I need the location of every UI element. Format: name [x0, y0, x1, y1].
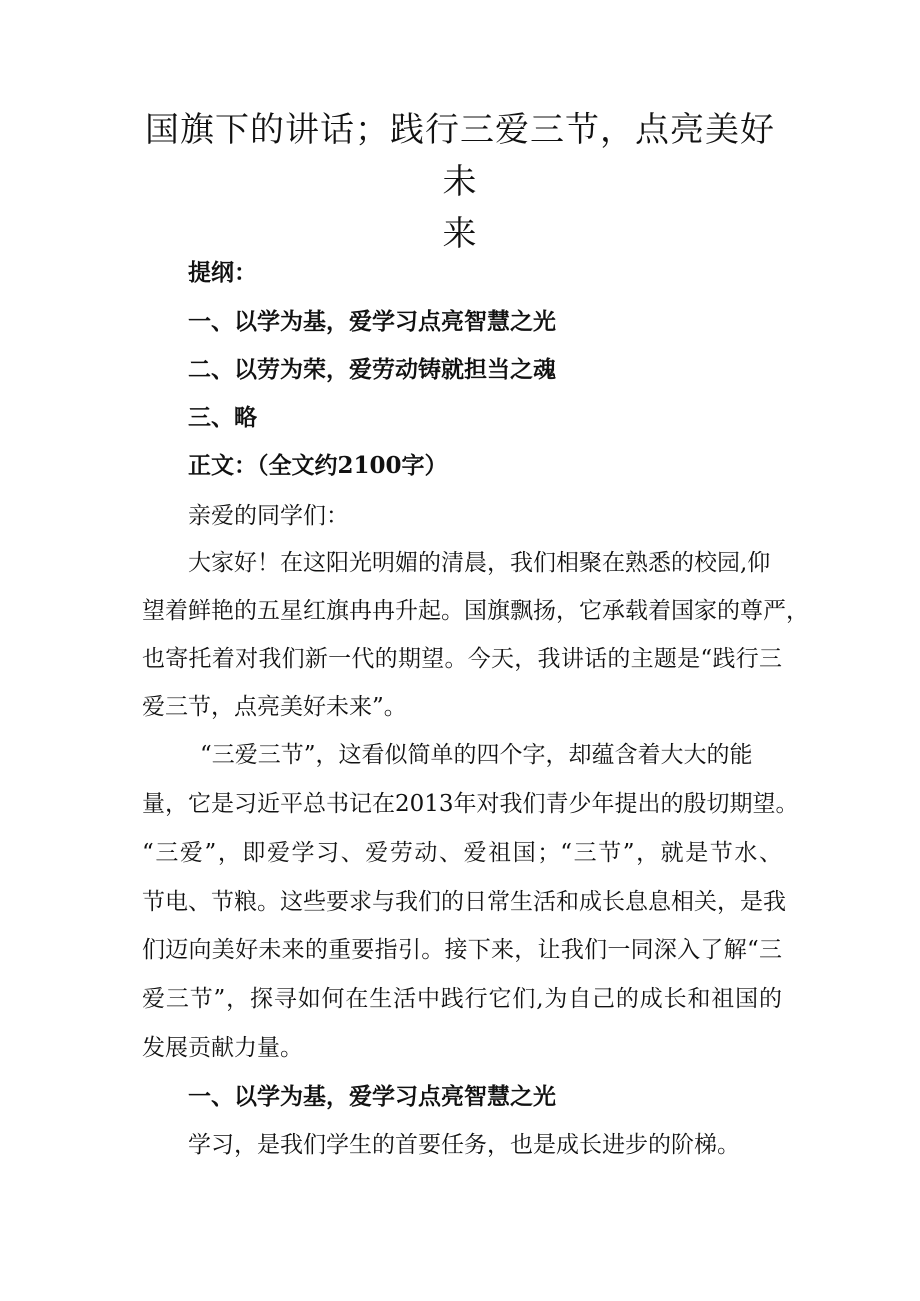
document-title [140, 104, 780, 260]
p2-line-5: 们迈向美好未来的重要指引。接下来，让我们一同深入了解“三 [142, 937, 782, 963]
p2-line-2: 量，它是习近平总书记在2013年对我们青少年提出的殷切期望。 [142, 791, 799, 817]
outline-item-1: 一、以学为基，爱学习点亮智慧之光 [188, 308, 556, 335]
outline-item-2: 二、以劳为荣，爱劳动铸就担当之魂 [188, 356, 556, 383]
p2-line-1: “三爱三节”，这看似简单的四个字，却蕴含着大大的能 [200, 742, 753, 768]
section-1-heading: 一、以学为基，爱学习点亮智慧之光 [188, 1083, 556, 1110]
p1-line-4: 爱三节，点亮美好未来”。 [142, 694, 407, 720]
body-label: 正文：（全文约2100字） [188, 452, 448, 479]
p2-line-6: 爱三节”，探寻如何在生活中践行它们,为自己的成长和祖国的 [142, 986, 782, 1012]
p1-line-3: 也寄托着对我们新一代的期望。今天，我讲话的主题是“践行三 [142, 646, 782, 672]
p2-line-4: 节电、节粮。这些要求与我们的日常生活和成长息息相关，是我 [142, 889, 786, 915]
p2-line-7: 发展贡献力量。 [142, 1035, 303, 1061]
outline-label: 提纲： [188, 259, 257, 286]
greeting: 亲爱的同学们： [188, 503, 349, 529]
p2-line-3: “三爱”，即爱学习、爱劳动、爱祖国；“三节”，就是节水、 [142, 840, 782, 866]
p1-line-2: 望着鲜艳的五星红旗冉冉升起。国旗飘扬，它承载着国家的尊严， [142, 598, 809, 624]
title-line-1: 国旗下的讲话；践行三爱三节，点亮美好未 [145, 110, 775, 202]
title-line-2: 来 [442, 214, 478, 254]
p1-line-1: 大家好！在这阳光明媚的清晨，我们相聚在熟悉的校园,仰 [188, 550, 771, 576]
section-1-paragraph: 学习，是我们学生的首要任务，也是成长进步的阶梯。 [188, 1132, 740, 1158]
outline-item-3: 三、略 [188, 404, 257, 431]
